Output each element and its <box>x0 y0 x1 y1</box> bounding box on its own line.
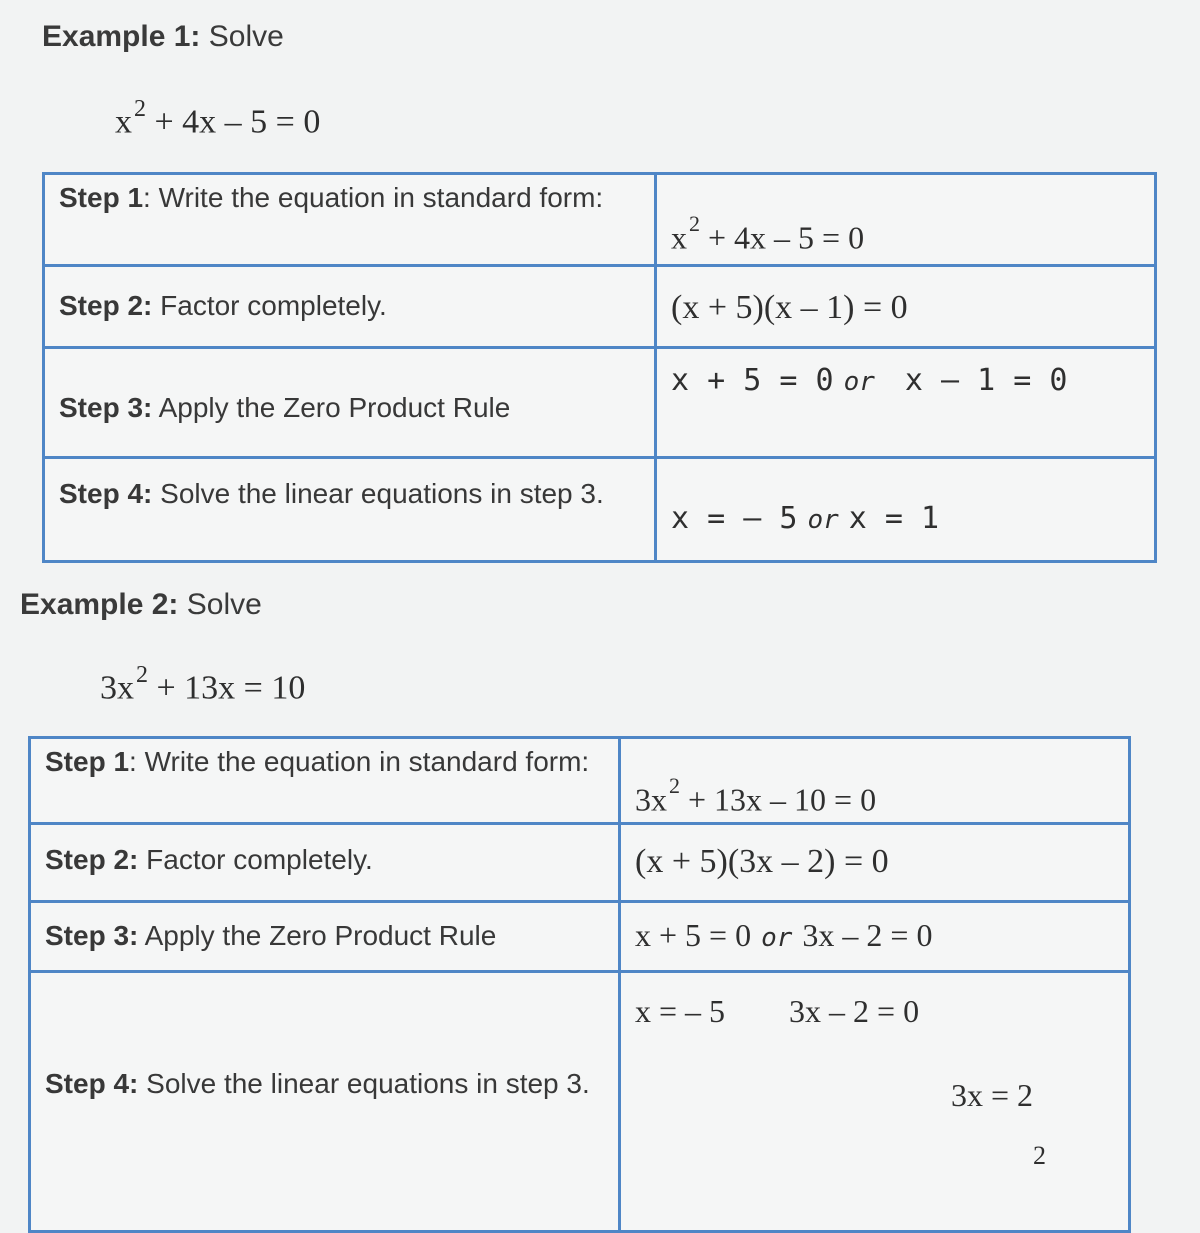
example-1-problem <box>115 96 321 141</box>
math-left: x = – 5 <box>635 993 726 1029</box>
step-text: Factor completely. <box>138 844 373 875</box>
table-row <box>30 972 1130 1232</box>
table-row <box>30 902 1130 972</box>
example-2-title <box>20 588 262 622</box>
or-text: or <box>843 367 875 397</box>
step-math: (x + 5)(x – 1) = 0 <box>671 289 908 326</box>
math-exponent: 2 <box>669 773 680 798</box>
math-right: x = 1 <box>848 501 940 536</box>
step-separator: : <box>143 182 151 213</box>
example-1-steps-table <box>42 172 1157 563</box>
step-separator: : <box>129 746 137 777</box>
step-label: Step 4: <box>45 1068 139 1099</box>
step-text: Factor completely. <box>152 290 387 321</box>
step-description-cell <box>30 902 620 972</box>
step-description-cell <box>44 266 656 348</box>
step-label: Step 1 <box>45 746 130 777</box>
step-label: Step 3: <box>45 920 139 951</box>
step-label: Step 2: <box>45 844 139 875</box>
table-row <box>44 458 1156 562</box>
step-math <box>671 501 939 536</box>
problem-base: 3x <box>100 669 134 707</box>
math-left: x + 5 = 0 <box>671 363 834 398</box>
step-description-cell <box>44 174 656 266</box>
example-2-label: Example 2: <box>20 588 179 621</box>
step-description-cell <box>44 348 656 458</box>
math-rest: + 4x – 5 = 0 <box>708 219 865 256</box>
table-row <box>44 266 1156 348</box>
step-math-cell <box>656 266 1156 348</box>
step-label: Step 4: <box>59 478 153 509</box>
step-description-cell <box>44 458 656 562</box>
table-row <box>30 824 1130 902</box>
step-description-cell <box>30 738 620 824</box>
example-1-title <box>42 20 284 54</box>
step-math <box>635 917 932 954</box>
problem-rest: + 4x – 5 = 0 <box>154 103 321 141</box>
step-math: (x + 5)(3x – 2) = 0 <box>635 843 889 880</box>
step-math-cell <box>620 972 1130 1232</box>
step-math-line-1 <box>635 993 919 1030</box>
step-description-cell <box>30 824 620 902</box>
math-rest: + 13x – 10 = 0 <box>688 781 877 818</box>
step-math-line-2: 3x = 2 <box>951 1077 1034 1113</box>
example-1-label: Example 1: <box>42 20 201 53</box>
step-math-line-3: 2 <box>1033 1141 1046 1170</box>
step-math-cell <box>620 738 1130 824</box>
problem-exponent: 2 <box>136 662 148 688</box>
table-row <box>44 174 1156 266</box>
math-base: 3x <box>635 781 667 818</box>
math-right: 3x – 2 = 0 <box>802 917 933 953</box>
problem-rest: + 13x = 10 <box>156 669 306 707</box>
step-text: Solve the linear equations in step 3. <box>152 478 604 509</box>
step-math-cell <box>656 348 1156 458</box>
math-left: x + 5 = 0 <box>635 917 752 953</box>
step-text: Write the equation in standard form: <box>136 746 590 777</box>
math-right: x – 1 = 0 <box>904 363 1068 398</box>
step-math-cell <box>656 174 1156 266</box>
math-base: x <box>671 219 687 256</box>
problem-exponent: 2 <box>134 96 146 122</box>
step-text: Solve the linear equations in step 3. <box>138 1068 590 1099</box>
example-1-verb: Solve <box>208 20 284 53</box>
step-text: Apply the Zero Product Rule <box>152 392 511 423</box>
step-label: Step 2: <box>59 290 153 321</box>
problem-base: x <box>115 103 132 141</box>
or-text: or <box>807 505 839 535</box>
step-text: Apply the Zero Product Rule <box>138 920 497 951</box>
table-row <box>44 348 1156 458</box>
example-2-problem <box>100 662 306 707</box>
math-left: x = – 5 <box>671 501 798 536</box>
step-math <box>671 211 865 257</box>
table-row <box>30 738 1130 824</box>
step-text: Write the equation in standard form: <box>150 182 604 213</box>
step-label: Step 3: <box>59 392 153 423</box>
step-description-cell <box>30 972 620 1232</box>
example-2-steps-table <box>28 736 1131 1233</box>
math-exponent: 2 <box>689 211 700 236</box>
step-math <box>671 363 1067 398</box>
step-label: Step 1 <box>59 182 144 213</box>
step-math-cell <box>656 458 1156 562</box>
or-text: or <box>761 923 793 953</box>
example-2-verb: Solve <box>186 588 262 621</box>
math-right: 3x – 2 = 0 <box>789 993 920 1029</box>
step-math <box>635 773 877 819</box>
step-math-cell <box>620 902 1130 972</box>
step-math-cell <box>620 824 1130 902</box>
